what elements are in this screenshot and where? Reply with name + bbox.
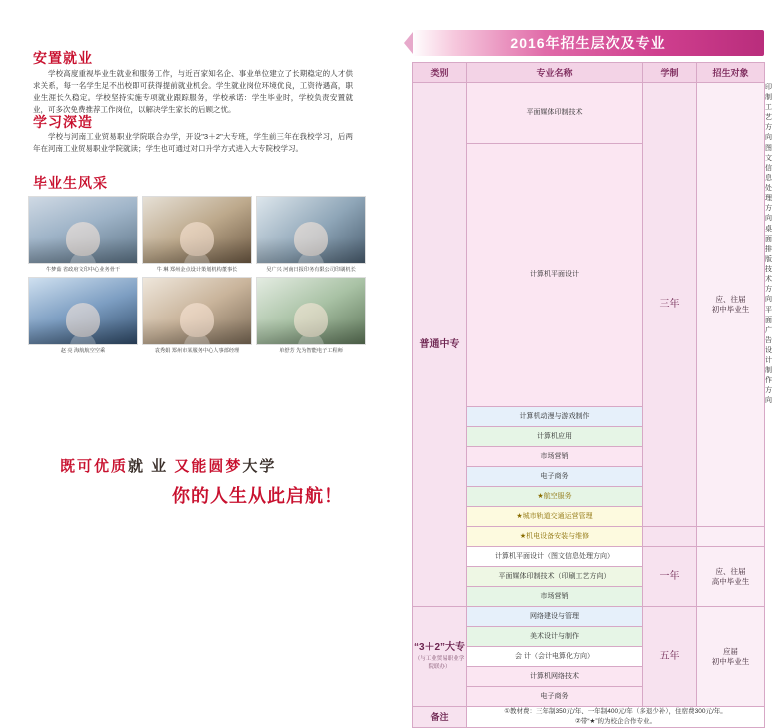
photo-cell [142,277,252,358]
slogan-part: 既可优质 [60,458,129,475]
table-row: 桌面排版技术方向 [765,226,772,303]
graduate-photo [256,196,366,264]
major-cell: 网络建设与管理 [467,607,643,627]
major-cell: 平面媒体印制技术（印刷工艺方向） [467,567,643,587]
category-label: 普通中专 [419,338,460,350]
major-cell: ★城市轨道交通运营管理 [467,507,643,527]
table-row: 图文信息处理方向 [765,145,772,222]
column-header-major: 专业名称 [467,63,643,83]
category-cell-1 [413,83,467,607]
note-body [467,707,765,728]
major-cell: 计算机应用 [467,427,643,447]
audience-cell [697,607,765,707]
table-row: 印制工艺方向 [765,84,772,141]
slogan-part: 又能圆梦 [168,458,243,475]
note-line: ②带“★”的为校企合作专业。 [575,718,656,725]
table-header-row [413,63,765,83]
photo-caption: 牛 琳 郑州金点设计策划机构董事长 [156,267,238,273]
table-row [413,607,765,627]
photo-caption: 单舒芳 先为智能电子工程师 [279,348,343,354]
section-title-further-study: 学习深造 [33,114,93,130]
major-cell: 电子商务 [467,687,643,707]
major-cell: 计算机网络技术 [467,667,643,687]
photo-row [28,196,368,277]
photo-cell [28,277,138,358]
audience-cell [697,547,765,607]
photo-caption: 袁秀娟 郑州市某服务中心人事部经理 [154,348,240,354]
audience-line-2: 初中毕业生 [711,304,750,314]
graduate-photo [256,277,366,345]
admission-plan-table [412,62,772,728]
graduate-photo [28,196,138,264]
photo-cell [256,196,366,277]
right-column [392,0,780,725]
category-cell-2 [413,607,467,707]
graduate-photo [28,277,138,345]
slogan-part: 大学 [242,458,277,475]
table-row: 平面广告设计制作方向 [765,307,772,404]
major-cell: 会 计（会计电算化方向） [467,647,643,667]
left-column [0,0,392,533]
photo-caption: 赵 亮 海航航空空乘 [60,348,106,354]
photo-caption: 吴广兴 河南日报印务有限公司印刷机长 [266,267,356,273]
photo-cell [28,196,138,277]
audience-line-1: 应、往届 [715,294,746,304]
column-header-audience: 招生对象 [697,63,765,83]
section-body-employment: 学校高度重视毕业生就业和服务工作，与近百家知名企、事业单位建立了长期稳定的人才供求关系，每一名学生足不出校即可获得提前就业机会。学生就业岗位环境优良，工资待遇高，职业生涯长久稳定。学校坚持实施专项就业跟踪服务，学校承诺：学生毕业时，学校负责安置就业，可多次免费推荐工作岗位，以解决学生家长的后顾之忧。 [33,69,353,114]
plan-title: 2016年招生层次及专业 [510,35,666,51]
graduate-photo-gallery [28,196,368,358]
audience-line-1: 应届 [723,646,738,656]
column-header-years: 学制 [643,63,697,83]
audience-line-1: 应、往届 [715,566,746,576]
table-row-note [413,707,765,728]
graduate-photo [142,196,252,264]
major-cell: 计算机平面设计（图文信息处理方向） [467,547,643,567]
plan-header [412,30,764,56]
major-cell: 平面媒体印制技术 [467,83,643,144]
audience-cell [697,83,765,527]
audience-cell-spacer [697,527,765,547]
photo-cell [256,277,366,358]
major-cell: ★机电设备安装与维修 [467,527,643,547]
photo-caption: 牛梦茹 省政府文印中心业务骨干 [45,267,121,273]
major-cell: 市场营销 [467,587,643,607]
category-note: （与工业贸易职业学院联办） [414,655,465,670]
note-label: 备注 [413,707,467,728]
category-label: “3＋2”大专 [413,641,466,653]
slogan-text: 你的人生从此启航！ [172,486,343,506]
years-cell: 一年 [643,547,697,607]
slogan-line-2 [172,482,343,508]
years-cell: 五年 [643,607,697,707]
photo-row [28,277,368,358]
audience-line-2: 高中毕业生 [711,576,750,586]
major-cell: 市场营销 [467,447,643,467]
photo-cell [142,196,252,277]
slogan-part: 就 业 [128,458,169,475]
section-body-further-study: 学校与河南工业贸易职业学院联合办学，开设"3＋2"大专班，学生前三年在我校学习，后两年在河南工业贸易职业学院就读；学生也可通过对口升学方式进入大专院校学习。 [33,132,353,153]
audience-line-2: 初中毕业生 [711,656,750,666]
major-cell: 计算机平面设计 [467,144,643,407]
years-cell-spacer [643,527,697,547]
major-cell: 计算机动漫与游戏制作 [467,407,643,427]
years-cell: 三年 [643,83,697,527]
graduate-photo [142,277,252,345]
note-line: ①教材费：三年制350元/年、一年制400元/年（多退少补），住宿费300元/年。 [504,708,727,715]
slogan-line-1 [60,455,276,476]
section-title-graduates: 毕业生风采 [33,175,108,191]
major-cell: 电子商务 [467,467,643,487]
section-title-employment: 安置就业 [33,50,93,66]
major-cell: 美术设计与制作 [467,627,643,647]
major-cell: ★航空服务 [467,487,643,507]
column-header-category: 类别 [413,63,467,83]
